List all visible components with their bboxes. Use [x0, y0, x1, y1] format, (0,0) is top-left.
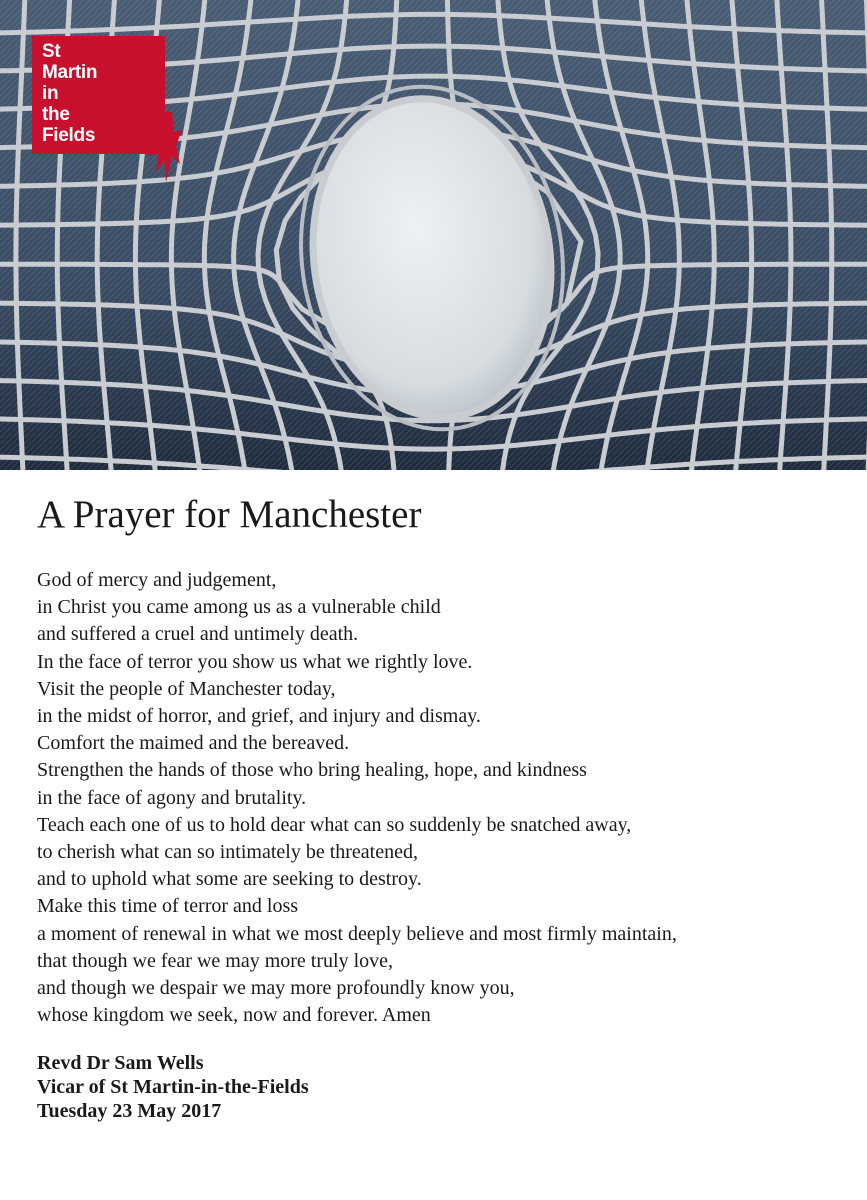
prayer-line: In the face of terror you show us what we rightly love.: [37, 650, 473, 673]
prayer-line: Comfort the maimed and the bereaved.: [37, 732, 350, 755]
logo-text-line: in: [42, 83, 59, 104]
logo-text-line: St: [42, 41, 61, 62]
prayer-line: and suffered a cruel and untimely death.: [37, 623, 359, 646]
prayer-line: a moment of renewal in what we most deeply believe and most firmly maintain,: [37, 922, 677, 945]
prayer-line: that though we fear we may more truly love,: [37, 949, 393, 972]
prayer-date: Tuesday 23 May 2017: [37, 1100, 222, 1123]
logo-text-line: Martin: [42, 62, 98, 83]
hero-stained-glass-image: [0, 0, 867, 470]
prayer-line: and to uphold what some are seeking to destroy.: [37, 868, 422, 891]
logo-paint-splash-icon: [150, 112, 190, 192]
signature-block: [37, 1051, 847, 1123]
page-title: A Prayer for Manchester: [37, 493, 422, 536]
prayer-line: in the face of agony and brutality.: [37, 786, 307, 809]
prayer-line: God of mercy and judgement,: [37, 569, 277, 591]
prayer-line: Visit the people of Manchester today,: [37, 677, 336, 700]
logo-text-line: Fields: [42, 125, 96, 146]
prayer-line: whose kingdom we seek, now and forever. Amen: [37, 1004, 431, 1027]
prayer-line: to cherish what can so intimately be threatened,: [37, 841, 418, 864]
prayer-line: in the midst of horror, and grief, and injury and dismay.: [37, 705, 481, 728]
author-name: Revd Dr Sam Wells: [37, 1052, 204, 1075]
prayer-line: and though we despair we may more profoundly know you,: [37, 977, 515, 1000]
author-role: Vicar of St Martin-in-the-Fields: [37, 1076, 309, 1099]
prayer-line: in Christ you came among us as a vulnerable child: [37, 596, 441, 619]
prayer-text: [37, 567, 847, 1029]
prayer-line: Strengthen the hands of those who bring healing, hope, and kindness: [37, 759, 587, 782]
prayer-line: Make this time of terror and loss: [37, 895, 299, 918]
logo-text-line: the: [42, 104, 70, 125]
prayer-document: [37, 490, 847, 1123]
prayer-line: Teach each one of us to hold dear what can so suddenly be snatched away,: [37, 813, 632, 836]
st-martin-in-the-fields-logo: [32, 36, 165, 154]
